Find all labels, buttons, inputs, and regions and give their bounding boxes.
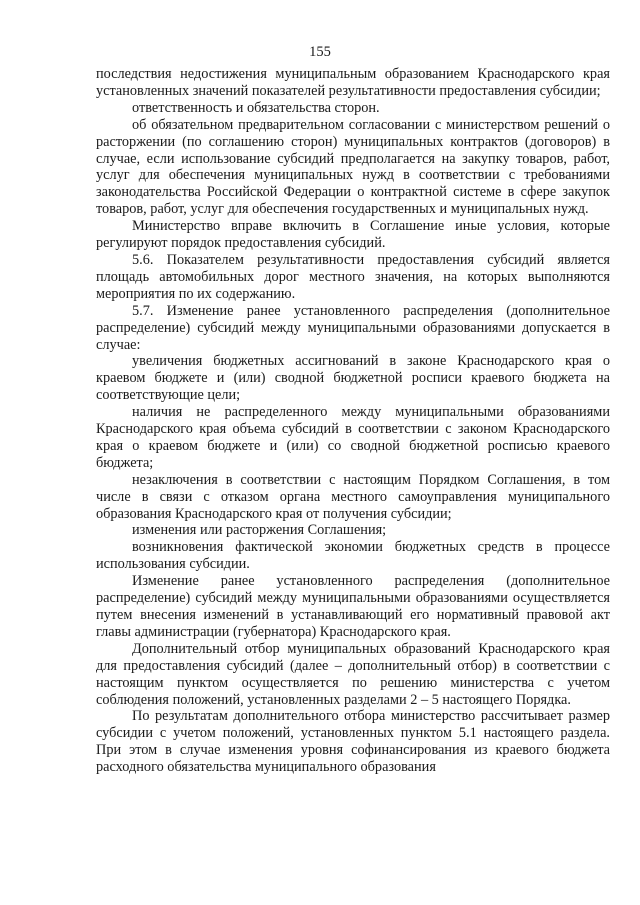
paragraph: увеличения бюджетных ассигнований в законе Краснодарского края о краевом бюджете и (или) сводной бюджетной росписи краевого бюджета на соответствующие цели; <box>96 353 610 404</box>
paragraph: 5.7. Изменение ранее установленного распределения (дополнительное распределение) субсидий между муниципальными образованиями допускается в случае: <box>96 302 610 353</box>
paragraph: незаключения в соответствии с настоящим Порядком Соглашения, в том числе в связи с отказом органа местного самоуправления муниципального образования Краснодарского края от получения субсидии; <box>96 471 610 522</box>
paragraph: Министерство вправе включить в Соглашение иные условия, которые регулируют порядок предоставления субсидий. <box>96 218 610 252</box>
paragraph: Дополнительный отбор муниципальных образований Краснодарского края для предоставления субсидий (далее – дополнительный отбор) в соответствии с настоящим пунктом осуществляется по решению министерства с учетом соблюдения положений, установленных разделами 2 – 5 настоящего Порядка. <box>96 640 610 708</box>
paragraph: возникновения фактической экономии бюджетных средств в процессе использования субсидии. <box>96 539 610 573</box>
paragraph: ответственность и обязательства сторон. <box>132 99 380 116</box>
paragraph: 5.6. Показателем результативности предоставления субсидий является площадь автомобильных дорог местного значения, на которых выполняются мероприятия по их содержанию. <box>96 251 610 302</box>
body-text <box>96 66 610 776</box>
paragraph: об обязательном предварительном согласовании с министерством решений о расторжении (по соглашению сторон) муниципальных контрактов (договоров) в случае, если использование субсидий предполагается на закупку товаров, работ, услуг для обеспечения муниципальных нужд в соответствии с требованиями законодательства Российской Федерации о контрактной системе в сфере закупок товаров, работ, услуг для обеспечения государственных и муниципальных нужд. <box>96 116 610 218</box>
page-number: 155 <box>309 44 331 60</box>
paragraph: изменения или расторжения Соглашения; <box>132 522 387 539</box>
paragraph: По результатам дополнительного отбора министерство рассчитывает размер субсидии с учетом положений, установленных пунктом 5.1 настоящего раздела. При этом в случае изменения уровня софинансирования из краевого бюджета расходного обязательства муниципального образования <box>96 708 610 776</box>
paragraph: последствия недостижения муниципальным образованием Краснодарского края установленных значений показателей результативности предоставления субсидии; <box>96 66 610 99</box>
paragraph: наличия не распределенного между муниципальными образованиями Краснодарского края объема субсидий в соответствии с законом Краснодарского края о краевом бюджете и (или) со сводной бюджетной росписью краевого бюджета; <box>96 404 610 471</box>
paragraph: Изменение ранее установленного распределения (дополнительное распределение) субсидий между муниципальными образованиями осуществляется путем внесения изменений в устанавливающий его нормативный правовой акт главы администрации (губернатора) Краснодарского края. <box>96 573 610 640</box>
